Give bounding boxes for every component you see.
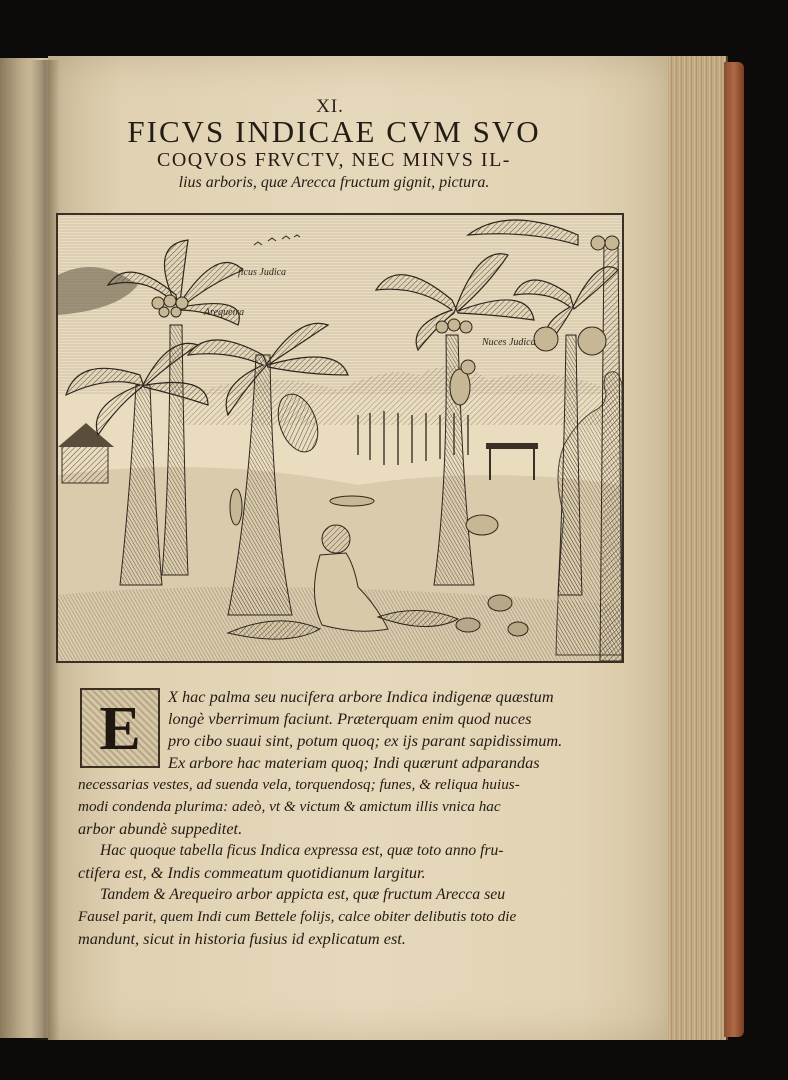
book-cover — [724, 62, 744, 1037]
text-line-8: Hac quoque tabella ficus Indica expressa est, quæ toto anno fru- — [100, 842, 504, 859]
engraving-plate — [56, 213, 624, 663]
text-line-4: Ex arbore hac materiam quoq; Indi quærunt adparandas — [168, 753, 540, 772]
label-nuces-indica: Nuces Judica — [482, 337, 536, 348]
page-subtitle-continued: lius arboris, quæ Arecca fructum gignit, pictura. — [178, 174, 490, 191]
drop-cap-letter: E — [99, 695, 141, 763]
label-arequeira: Arequeira — [204, 307, 245, 318]
chapter-number: XI. — [316, 96, 344, 117]
text-line-6: modi condenda plurima: adeò, vt & victum & amictum illis vnica hac — [78, 798, 501, 815]
drop-cap-ornament — [80, 688, 160, 768]
text-line-7: arbor abundè suppeditet. — [78, 819, 243, 838]
engraving-illustration — [58, 215, 622, 661]
label-ficus-indica: ficus Judica — [238, 267, 287, 278]
text-line-12: mandunt, sicut in historia fusius id explicatum est. — [78, 929, 406, 948]
page-stack-edge — [668, 56, 728, 1040]
page-subtitle: COQVOS FRVCTV, NEC MINVS IL- — [157, 149, 511, 171]
text-line-1: X hac palma seu nucifera arbore Indica indigenæ quæstum — [168, 687, 554, 706]
text-line-9: ctifera est, & Indis commeatum quotidianum largitur. — [78, 863, 426, 882]
text-line-5: necessarias vestes, ad suenda vela, torquendosq; funes, & reliqua huius- — [78, 776, 520, 793]
text-line-2: longè vberrimum faciunt. Præterquam enim quod nuces — [168, 709, 532, 728]
text-line-11: Fausel parit, quem Indi cum Bettele folijs, calce obiter delibutis toto die — [78, 908, 517, 925]
page-title: FICVS INDICAE CVM SVO — [127, 114, 541, 149]
text-line-10: Tandem & Arequeiro arbor appicta est, quæ fructum Arecca seu — [100, 886, 506, 903]
text-line-3: pro cibo suaui sint, potum quoq; ex ijs parant sapidissimum. — [168, 731, 563, 750]
